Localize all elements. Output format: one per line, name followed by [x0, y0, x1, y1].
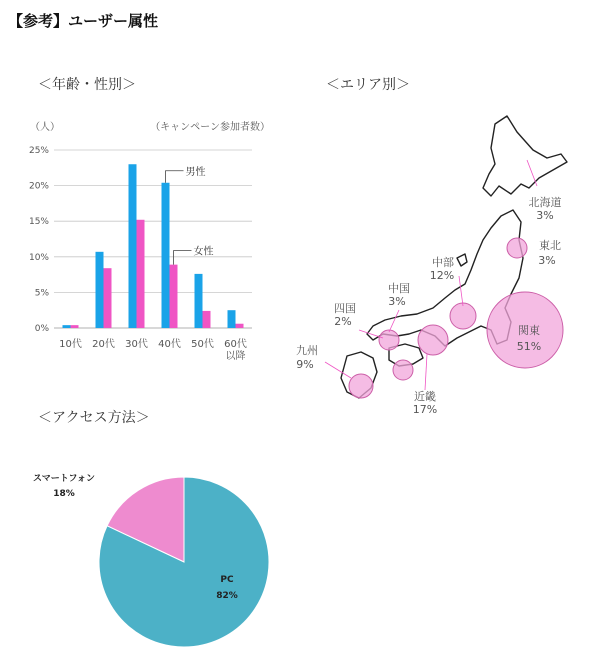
x-tick-label: 10代	[59, 339, 82, 350]
region-tohoku-value: 3%	[538, 254, 556, 267]
region-kinki-name: 近畿	[414, 390, 436, 403]
y-tick-label: 10%	[28, 252, 49, 263]
region-tohoku-name: 東北	[539, 239, 561, 252]
pie-label-smartphone-value: 18%	[53, 489, 75, 499]
region-kyushu-value: 9%	[296, 358, 314, 371]
region-chugoku-value: 3%	[388, 295, 406, 308]
pie-label-pc-value: 82%	[216, 591, 238, 601]
bubble-chubu	[450, 303, 476, 329]
bar-female	[104, 268, 112, 328]
bar-female	[203, 311, 211, 328]
region-kanto-name: 関東	[518, 324, 540, 337]
region-kanto-value: 51%	[516, 340, 542, 353]
bubble-tohoku	[507, 238, 527, 258]
x-tick-label: 以降	[225, 351, 246, 362]
y-tick-label: 20%	[28, 181, 49, 192]
access-pie-chart	[20, 445, 300, 650]
bubble-shikoku	[393, 360, 413, 380]
age-gender-bar-chart	[20, 112, 290, 382]
bar-male	[195, 274, 203, 328]
y-tick-label: 0%	[34, 324, 49, 334]
x-tick-label: 40代	[158, 339, 181, 350]
sado-shape	[457, 254, 467, 266]
bar-female	[71, 325, 79, 328]
region-chugoku-name: 中国	[388, 282, 410, 295]
x-tick-label: 60代	[224, 339, 247, 350]
region-shikoku-value: 2%	[334, 315, 352, 328]
y-tick-label: 15%	[28, 217, 49, 228]
japan-area-map	[285, 108, 595, 428]
bar-male	[228, 310, 236, 328]
region-shikoku-name: 四国	[334, 302, 356, 315]
bar-male	[96, 252, 104, 328]
y-tick-label: 5%	[34, 288, 49, 299]
y-tick-label: 25%	[28, 146, 49, 156]
section-title-age-gender: ＜年齢・性別＞	[38, 77, 136, 93]
legend-male: 男性	[185, 166, 206, 178]
pie-label-pc-name: PC	[220, 575, 234, 585]
legend-female: 女性	[193, 246, 214, 258]
hokkaido-shape	[483, 116, 567, 196]
region-chubu-name: 中部	[432, 256, 454, 269]
section-title-access: ＜アクセス方法＞	[38, 410, 150, 426]
region-bubbles	[349, 238, 563, 398]
bubble-kyushu	[349, 374, 373, 398]
x-tick-label: 20代	[92, 339, 115, 350]
region-hokkaido-value: 3%	[536, 209, 554, 222]
bar-female	[137, 220, 145, 328]
section-title-area: ＜エリア別＞	[326, 77, 410, 93]
region-hokkaido-name: 北海道	[528, 196, 562, 209]
region-kinki-value: 17%	[412, 403, 438, 416]
page-title: 【参考】ユーザー属性	[8, 12, 159, 30]
bar-female	[170, 265, 178, 328]
female-callout-line	[174, 251, 192, 265]
region-chubu-value: 12%	[429, 269, 455, 282]
x-tick-label: 50代	[191, 339, 214, 350]
bar-male	[63, 325, 71, 328]
leader-kinki	[425, 354, 427, 390]
bar-female	[236, 324, 244, 328]
bubble-kinki	[418, 325, 448, 355]
region-kyushu-name: 九州	[296, 344, 318, 357]
bubble-chugoku	[379, 330, 399, 350]
pie-label-smartphone-name: スマートフォン	[32, 474, 96, 484]
bar-male	[129, 164, 137, 328]
y-axis-label: （人）	[30, 122, 60, 133]
male-callout-line	[166, 171, 184, 183]
bar-male	[162, 183, 170, 328]
chart-note: （キャンペーン参加者数）	[150, 122, 270, 133]
x-tick-label: 30代	[125, 339, 148, 350]
